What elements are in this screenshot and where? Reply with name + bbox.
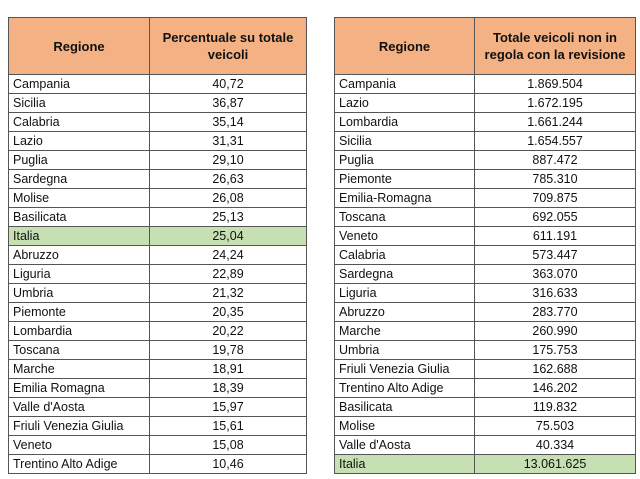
region-cell: Molise [335, 417, 475, 436]
value-cell: 26,08 [150, 189, 307, 208]
region-cell: Calabria [335, 246, 475, 265]
table-row [335, 189, 636, 208]
value-cell: 15,61 [150, 417, 307, 436]
value-cell: 146.202 [475, 379, 636, 398]
table-row [335, 265, 636, 284]
region-cell: Piemonte [9, 303, 150, 322]
value-cell: 40,72 [150, 75, 307, 94]
region-column-header: Regione [335, 18, 475, 75]
value-cell: 611.191 [475, 227, 636, 246]
region-cell: Lombardia [335, 113, 475, 132]
table-row [9, 189, 307, 208]
region-cell: Lombardia [9, 322, 150, 341]
table-row [335, 151, 636, 170]
table-row [9, 246, 307, 265]
value-cell: 887.472 [475, 151, 636, 170]
value-cell: 260.990 [475, 322, 636, 341]
table-row [335, 398, 636, 417]
region-cell: Toscana [9, 341, 150, 360]
region-cell: Sardegna [335, 265, 475, 284]
table-row [9, 170, 307, 189]
region-cell: Trentino Alto Adige [9, 455, 150, 474]
percentage-column-header: Percentuale su totale veicoli [150, 18, 307, 75]
value-cell: 119.832 [475, 398, 636, 417]
region-cell: Trentino Alto Adige [335, 379, 475, 398]
value-cell: 18,39 [150, 379, 307, 398]
region-column-header: Regione [9, 18, 150, 75]
region-cell: Sicilia [335, 132, 475, 151]
value-cell: 20,35 [150, 303, 307, 322]
table-row [335, 170, 636, 189]
table-header-row [335, 18, 636, 75]
region-cell: Valle d'Aosta [9, 398, 150, 417]
value-cell: 24,24 [150, 246, 307, 265]
region-cell: Lazio [9, 132, 150, 151]
table-row [335, 455, 636, 474]
table-row [9, 227, 307, 246]
region-cell: Sicilia [9, 94, 150, 113]
region-cell: Liguria [9, 265, 150, 284]
table-row [335, 246, 636, 265]
region-cell: Umbria [9, 284, 150, 303]
value-cell: 18,91 [150, 360, 307, 379]
value-cell: 36,87 [150, 94, 307, 113]
table-row [335, 208, 636, 227]
table-row [335, 94, 636, 113]
region-cell: Valle d'Aosta [335, 436, 475, 455]
table-row [335, 227, 636, 246]
region-cell: Lazio [335, 94, 475, 113]
value-cell: 316.633 [475, 284, 636, 303]
table-row [9, 113, 307, 132]
value-cell: 1.661.244 [475, 113, 636, 132]
vehicles-column-header: Totale veicoli non in regola con la revisione [475, 18, 636, 75]
value-cell: 25,04 [150, 227, 307, 246]
table-row [9, 151, 307, 170]
value-cell: 21,32 [150, 284, 307, 303]
vehicles-table-body [335, 75, 636, 474]
table-row [9, 341, 307, 360]
value-cell: 1.654.557 [475, 132, 636, 151]
value-cell: 1.869.504 [475, 75, 636, 94]
region-cell: Liguria [335, 284, 475, 303]
region-cell: Emilia Romagna [9, 379, 150, 398]
value-cell: 20,22 [150, 322, 307, 341]
table-row [335, 75, 636, 94]
table-row [9, 417, 307, 436]
table-row [9, 360, 307, 379]
value-cell: 22,89 [150, 265, 307, 284]
region-cell: Umbria [335, 341, 475, 360]
value-cell: 19,78 [150, 341, 307, 360]
region-cell: Campania [335, 75, 475, 94]
value-cell: 15,08 [150, 436, 307, 455]
value-cell: 363.070 [475, 265, 636, 284]
table-row [9, 398, 307, 417]
region-cell: Friuli Venezia Giulia [9, 417, 150, 436]
value-cell: 573.447 [475, 246, 636, 265]
value-cell: 1.672.195 [475, 94, 636, 113]
region-cell: Abruzzo [335, 303, 475, 322]
vehicles-table [334, 17, 636, 474]
region-cell: Italia [335, 455, 475, 474]
table-row [9, 284, 307, 303]
table-row [9, 436, 307, 455]
table-row [335, 417, 636, 436]
value-cell: 13.061.625 [475, 455, 636, 474]
region-cell: Marche [9, 360, 150, 379]
region-cell: Basilicata [335, 398, 475, 417]
value-cell: 785.310 [475, 170, 636, 189]
region-cell: Basilicata [9, 208, 150, 227]
table-row [9, 94, 307, 113]
table-row [335, 379, 636, 398]
table-row [335, 341, 636, 360]
region-cell: Campania [9, 75, 150, 94]
value-cell: 26,63 [150, 170, 307, 189]
region-cell: Veneto [335, 227, 475, 246]
table-row [335, 436, 636, 455]
table-row [335, 322, 636, 341]
value-cell: 35,14 [150, 113, 307, 132]
table-row [9, 379, 307, 398]
table-row [9, 455, 307, 474]
value-cell: 709.875 [475, 189, 636, 208]
region-cell: Emilia-Romagna [335, 189, 475, 208]
table-header-row [9, 18, 307, 75]
table-row [335, 303, 636, 322]
table-row [335, 284, 636, 303]
region-cell: Friuli Venezia Giulia [335, 360, 475, 379]
value-cell: 75.503 [475, 417, 636, 436]
region-cell: Abruzzo [9, 246, 150, 265]
value-cell: 25,13 [150, 208, 307, 227]
region-cell: Puglia [335, 151, 475, 170]
region-cell: Puglia [9, 151, 150, 170]
table-row [9, 265, 307, 284]
value-cell: 31,31 [150, 132, 307, 151]
table-row [9, 75, 307, 94]
value-cell: 15,97 [150, 398, 307, 417]
region-cell: Molise [9, 189, 150, 208]
table-row [9, 132, 307, 151]
region-cell: Veneto [9, 436, 150, 455]
table-row [335, 360, 636, 379]
value-cell: 283.770 [475, 303, 636, 322]
region-cell: Calabria [9, 113, 150, 132]
value-cell: 10,46 [150, 455, 307, 474]
percentage-table [8, 17, 307, 474]
table-row [335, 132, 636, 151]
region-cell: Piemonte [335, 170, 475, 189]
value-cell: 175.753 [475, 341, 636, 360]
region-cell: Marche [335, 322, 475, 341]
value-cell: 40.334 [475, 436, 636, 455]
table-row [9, 322, 307, 341]
percentage-table-body [9, 75, 307, 474]
region-cell: Toscana [335, 208, 475, 227]
table-row [9, 303, 307, 322]
region-cell: Italia [9, 227, 150, 246]
value-cell: 692.055 [475, 208, 636, 227]
table-row [9, 208, 307, 227]
value-cell: 162.688 [475, 360, 636, 379]
region-cell: Sardegna [9, 170, 150, 189]
table-row [335, 113, 636, 132]
value-cell: 29,10 [150, 151, 307, 170]
